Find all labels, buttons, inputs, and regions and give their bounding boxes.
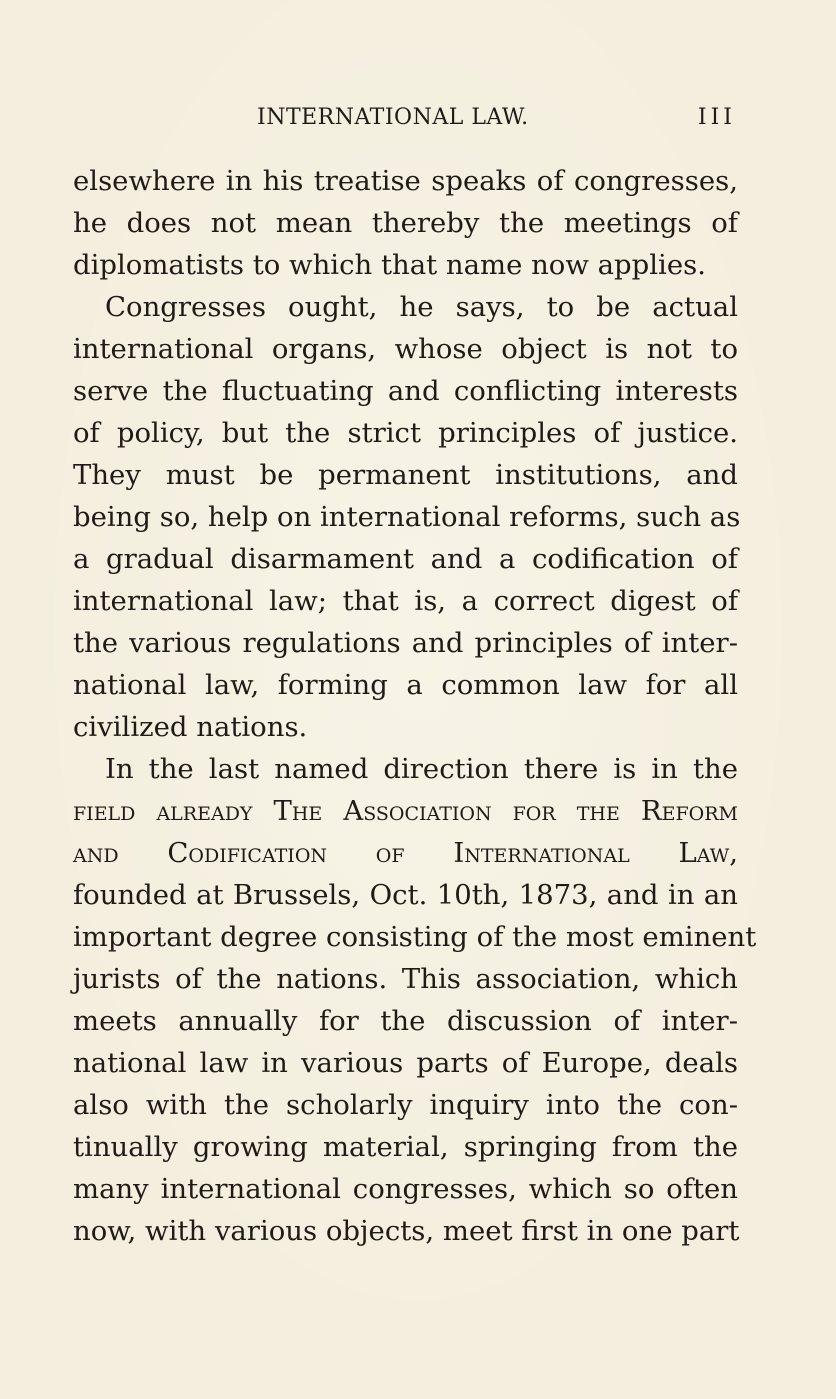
text-line: Congresses ought, he says, to be actual xyxy=(105,291,738,323)
text-line: national law, forming a common law for all xyxy=(73,669,738,701)
text-line: founded at Brussels, Oct. 10th, 1873, and in an xyxy=(73,879,738,911)
text-line: In the last named direction there is in the xyxy=(105,753,738,785)
text-line: the various regulations and principles of inter- xyxy=(73,627,738,659)
text-line: They must be permanent institutions, and xyxy=(73,459,738,491)
running-head xyxy=(72,100,738,136)
running-title: INTERNATIONAL LAW. xyxy=(257,105,529,130)
text-line: and Codification of International Law, xyxy=(73,837,738,869)
text-line: serve the fluctuating and conflicting interests xyxy=(73,375,738,407)
text-line: of policy, but the strict principles of justice. xyxy=(73,417,738,449)
text-line: jurists of the nations. This association, which xyxy=(73,963,738,995)
text-line: diplomatists to which that name now applies. xyxy=(73,249,706,281)
text-line: being so, help on international reforms, such as xyxy=(73,501,741,533)
text-line: elsewhere in his treatise speaks of congresses, xyxy=(73,165,738,197)
text-line: also with the scholarly inquiry into the con- xyxy=(73,1089,738,1121)
text-line: many international congresses, which so often xyxy=(73,1173,738,1205)
text-line: now, with various objects, meet first in one part xyxy=(73,1215,740,1247)
text-line: tinually growing material, springing from the xyxy=(73,1131,738,1163)
text-line: international law; that is, a correct digest of xyxy=(73,585,738,617)
text-line: civilized nations. xyxy=(73,711,308,743)
text-line: meets annually for the discussion of inter- xyxy=(73,1005,738,1037)
text-line: international organs, whose object is not to xyxy=(73,333,738,365)
body-text xyxy=(73,160,757,1252)
text-line: he does not mean thereby the meetings of xyxy=(73,207,738,239)
page-number: III xyxy=(697,105,736,130)
text-line: field already The Association for the Reform xyxy=(73,795,738,827)
text-line: important degree consisting of the most eminent xyxy=(73,921,757,953)
text-line: a gradual disarmament and a codification of xyxy=(73,543,738,575)
text-line: national law in various parts of Europe, deals xyxy=(73,1047,738,1079)
